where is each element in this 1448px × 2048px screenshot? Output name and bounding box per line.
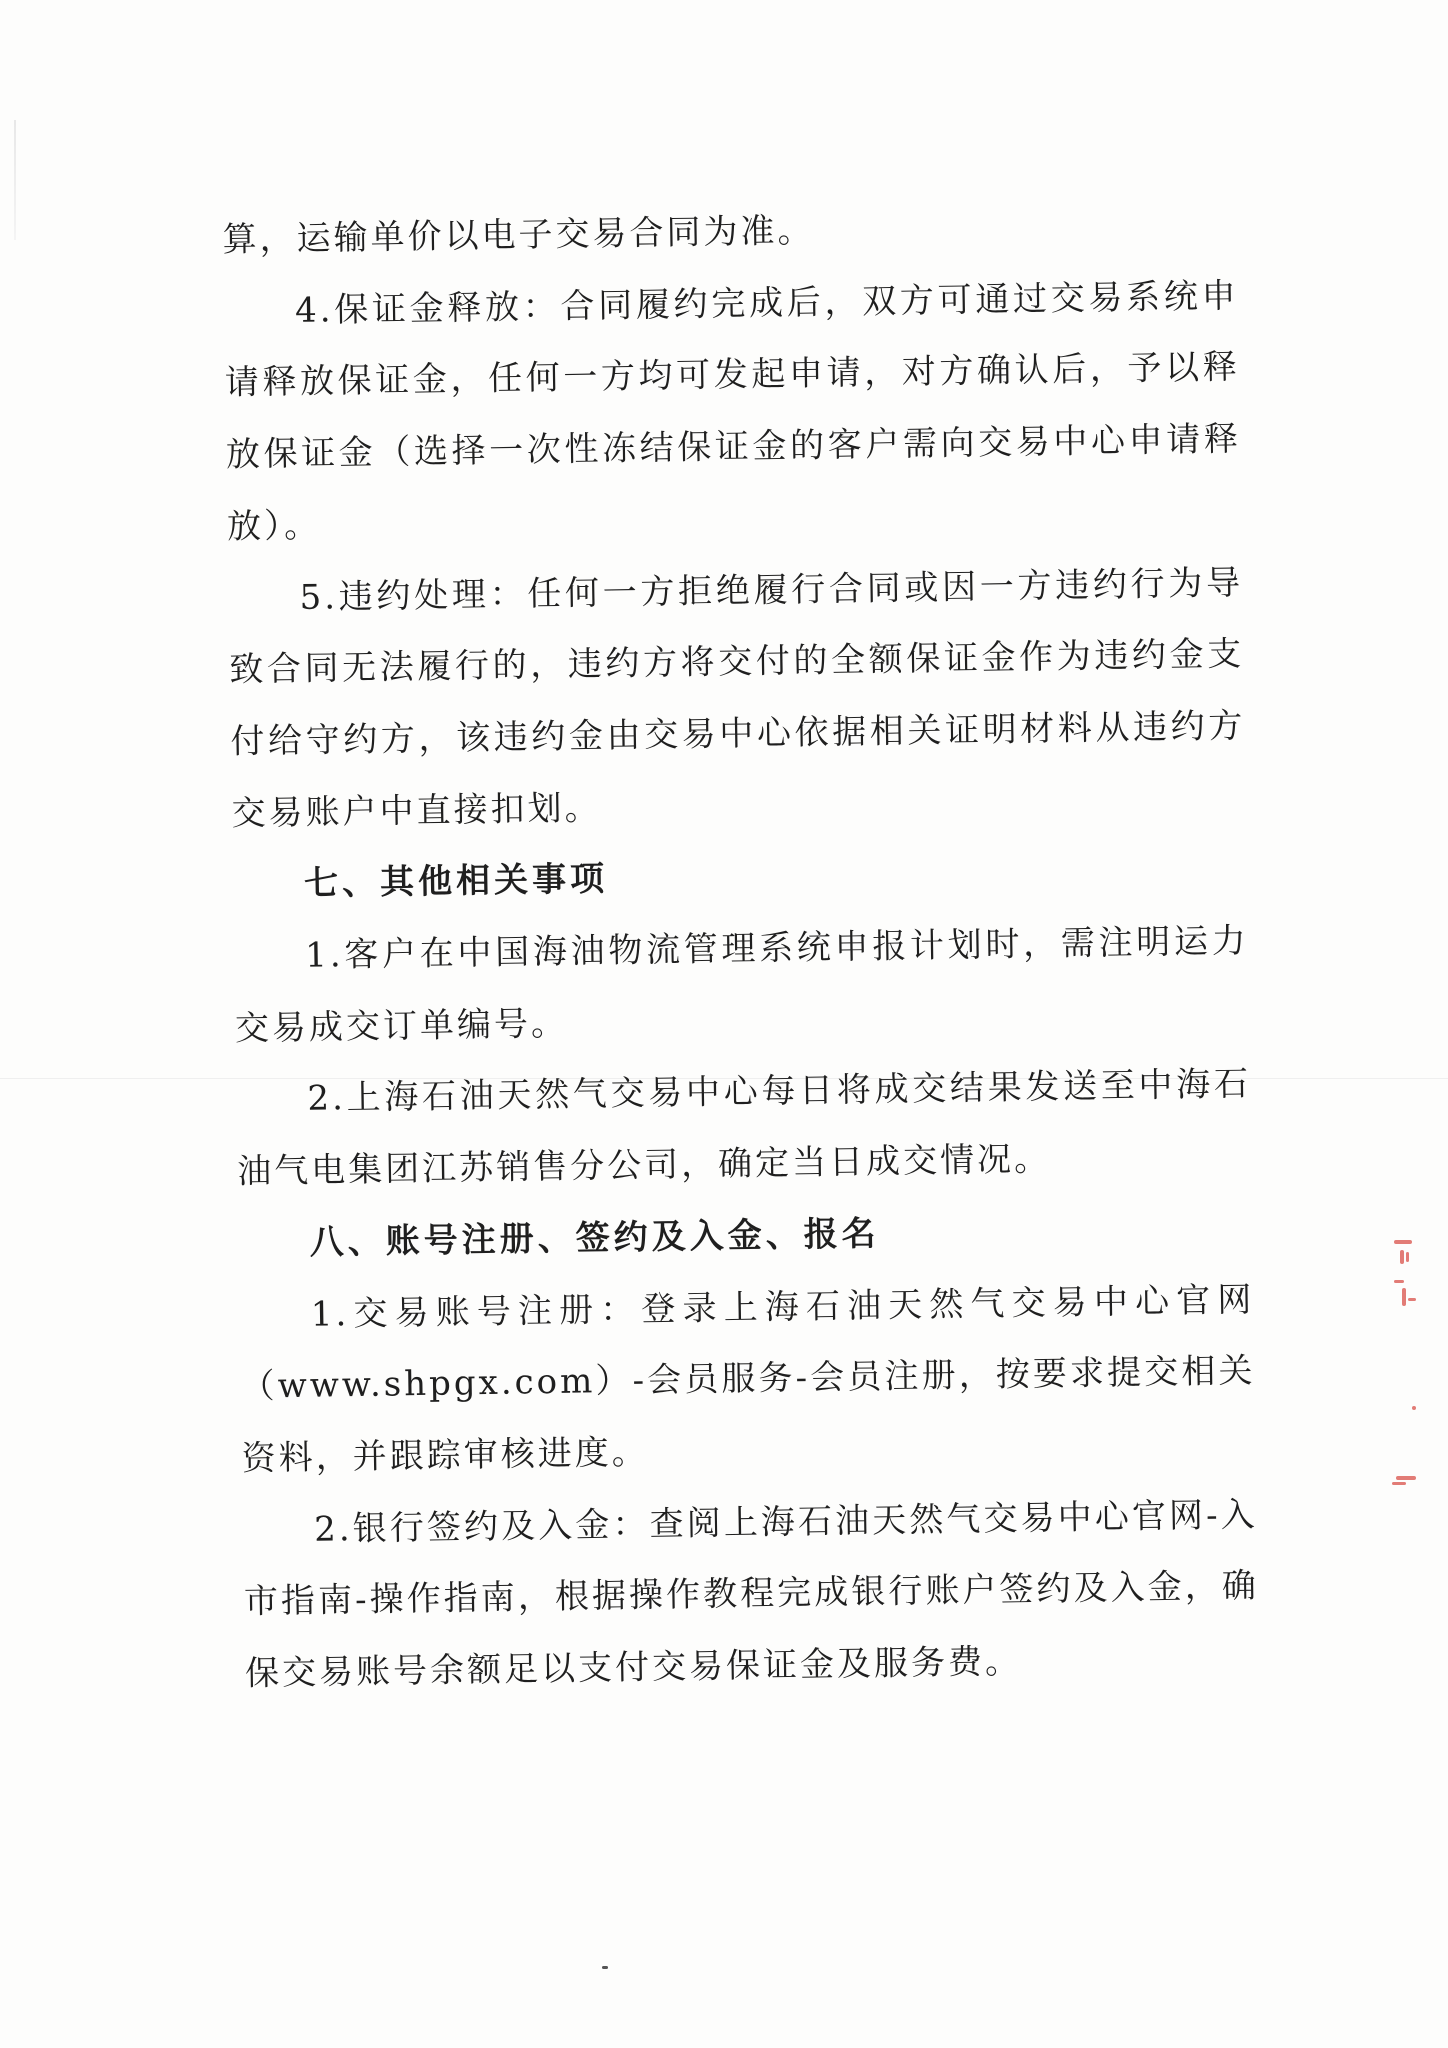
seal-stamp-fragment <box>1392 1240 1422 1490</box>
page-dot-mark <box>602 1966 608 1969</box>
paragraph-bank-signing: 2.银行签约及入金：查阅上海石油天然气交易中心官网-入市指南-操作指南，根据操作教程完成银行账户签约及入金，确保交易账号余额足以支付交易保证金及服务费。 <box>243 1494 1260 1694</box>
scan-edge-mark <box>14 120 16 240</box>
paragraph-daily-results: 2.上海石油天然气交易中心每日将成交结果发送至中海石油气电集团江苏销售分公司，确定当日成交情况。 <box>236 1064 1252 1193</box>
paragraph-breach-handling: 5.违约处理：任何一方拒绝履行合同或因一方违约行为导致合同无法履行的，违约方将交付的全额保证金作为违约金支付给守约方，该违约金由交易中心依据相关证明材料从违约方交易账户中直接扣划。 <box>228 562 1246 834</box>
paragraph-account-registration: 1.交易账号注册：登录上海石油天然气交易中心官网（www.shpgx.com）-会员服务-会员注册，按要求提交相关资料，并跟踪审核进度。 <box>240 1279 1256 1479</box>
section-heading-7: 七、其他相关事项 <box>303 859 609 905</box>
section-heading-8: 八、账号注册、签约及入金、报名 <box>309 1213 880 1263</box>
document-body <box>222 189 1261 1711</box>
paragraph-deposit-release: 4.保证金释放：合同履约完成后，双方可通过交易系统申请释放保证金，任何一方均可发起申请，对方确认后，予以释放保证金（选择一次性冻结保证金的客户需向交易中心申请释放）。 <box>224 275 1242 547</box>
paragraph-logistics-plan: 1.客户在中国海油物流管理系统申报计划时，需注明运力交易成交订单编号。 <box>234 920 1250 1049</box>
paragraph-continuation: 算，运输单价以电子交易合同为准。 <box>222 210 815 260</box>
